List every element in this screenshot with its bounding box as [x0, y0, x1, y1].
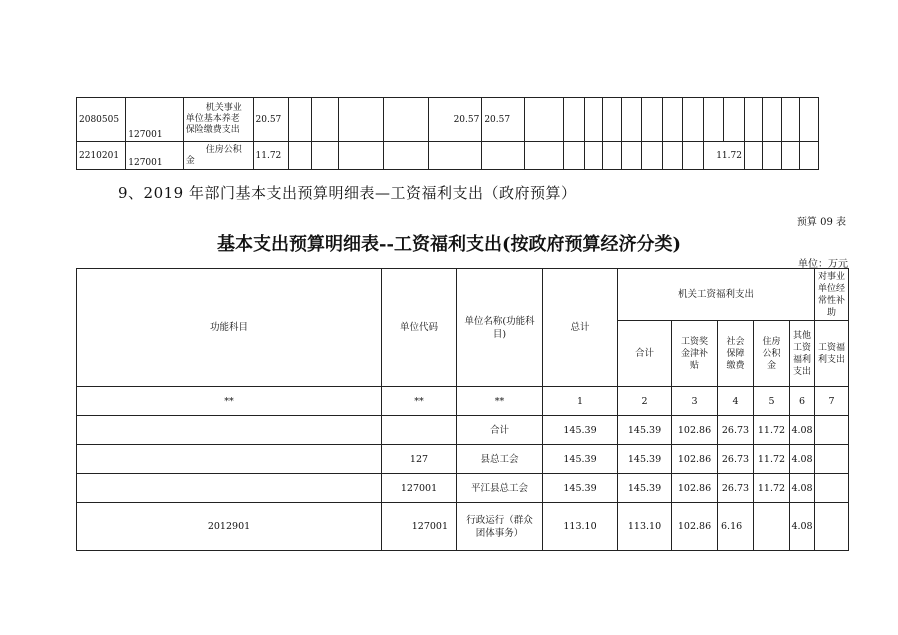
header-line: 助 [827, 307, 837, 318]
gzfl-cell [815, 445, 849, 474]
empty-cell [603, 142, 621, 170]
shbz-cell: 26.73 [718, 445, 754, 474]
name-line: 县总工会 [480, 453, 519, 465]
header-line: 对事业 [818, 271, 846, 282]
total-cell: 145.39 [543, 445, 618, 474]
empty-cell [642, 98, 663, 142]
name-line: 保险缴费支出 [185, 125, 240, 135]
table-row [77, 503, 849, 551]
table-row [77, 474, 849, 503]
gzfl-cell [815, 474, 849, 503]
empty-cell [338, 98, 383, 142]
name-line: 合计 [489, 424, 509, 436]
unit-name-cell [457, 503, 543, 551]
gzjj-cell: 102.86 [672, 416, 718, 445]
func-code-cell: 2210201 [77, 142, 126, 170]
index-cell: 3 [672, 387, 718, 416]
header-line: 社会 [726, 336, 745, 347]
total-cell: 20.57 [253, 98, 289, 142]
empty-cell [763, 142, 781, 170]
name-line: 团体事务） [475, 527, 524, 539]
header-org-group: 机关工资福利支出 [618, 269, 815, 321]
index-cell: ** [382, 387, 457, 416]
empty-cell [603, 98, 621, 142]
page-title: 基本支出预算明细表--工资福利支出(按政府预算经济分类) [217, 234, 681, 255]
func-cell [77, 416, 382, 445]
budget-detail-table [76, 268, 849, 551]
header-line: 福利 [793, 354, 812, 365]
name-line: 行政运行（群众 [466, 514, 533, 526]
index-cell: 5 [754, 387, 790, 416]
index-cell: ** [457, 387, 543, 416]
empty-cell [683, 98, 704, 142]
header-shbz [718, 321, 754, 387]
index-cell: 1 [543, 387, 618, 416]
total-cell: 145.39 [543, 474, 618, 503]
table-row [77, 142, 819, 170]
header-line: 工资福 [818, 342, 846, 353]
header-line: 支出 [793, 366, 812, 377]
empty-cell [724, 98, 745, 142]
gzjj-cell: 102.86 [672, 474, 718, 503]
unit-code-cell: 127001 [126, 98, 183, 142]
empty-cell [781, 142, 799, 170]
unit-code-cell: 127 [382, 445, 457, 474]
func-cell: 2012901 [77, 503, 382, 551]
header-zfgj [754, 321, 790, 387]
empty-cell [584, 142, 602, 170]
header-line: 单位经 [818, 283, 846, 294]
header-gzjj [672, 321, 718, 387]
empty-cell [289, 142, 312, 170]
unit-name-cell [183, 98, 253, 142]
empty-cell [763, 98, 781, 142]
header-line: 缴费 [726, 360, 745, 371]
heji-cell: 145.39 [618, 474, 672, 503]
name-line: 住房公积 [205, 144, 242, 155]
unit-name-cell [457, 474, 543, 503]
zfgj-cell [754, 503, 790, 551]
header-line: 工资 [793, 342, 812, 353]
qt-cell: 4.08 [790, 416, 815, 445]
index-cell: 4 [718, 387, 754, 416]
shbz-cell: 26.73 [718, 474, 754, 503]
table-row [77, 445, 849, 474]
header-line: 金津补 [680, 348, 708, 359]
empty-cell [289, 98, 312, 142]
gzjj-cell: 102.86 [672, 503, 718, 551]
header-line: 保障 [726, 348, 745, 359]
empty-cell [703, 98, 724, 142]
header-total: 总计 [543, 269, 618, 387]
empty-cell [662, 98, 683, 142]
header-unit-name: 单位名称(功能科目) [457, 269, 543, 387]
name-line: 机关事业 [205, 103, 242, 113]
index-cell: ** [77, 387, 382, 416]
unit-name-cell [183, 142, 253, 170]
shbz-cell: 26.73 [718, 416, 754, 445]
value-cell: 11.72 [703, 142, 744, 170]
empty-cell [584, 98, 602, 142]
header-row [77, 269, 849, 321]
header-line: 住房 [762, 336, 781, 347]
unit-name-cell [457, 416, 543, 445]
zfgj-cell: 11.72 [754, 445, 790, 474]
empty-cell [525, 98, 564, 142]
total-cell: 145.39 [543, 416, 618, 445]
func-code-cell: 2080505 [77, 98, 126, 142]
empty-cell [621, 98, 642, 142]
qt-cell: 4.08 [790, 503, 815, 551]
unit-code-cell [382, 416, 457, 445]
header-line: 利支出 [818, 354, 846, 365]
table-row [77, 416, 849, 445]
header-line: 公积 [762, 348, 781, 359]
empty-cell [683, 142, 704, 170]
empty-cell [383, 142, 428, 170]
table-row [77, 98, 819, 142]
unit-code-cell: 127001 [382, 503, 457, 551]
unit-code-cell: 127001 [382, 474, 457, 503]
header-line: 贴 [689, 360, 699, 371]
empty-cell [744, 98, 762, 142]
unit-label: 单位：万元 [798, 259, 848, 270]
empty-cell [781, 98, 799, 142]
func-cell [77, 474, 382, 503]
total-cell: 11.72 [253, 142, 289, 170]
shbz-cell: 6.16 [718, 503, 754, 551]
header-line: 其他 [793, 330, 812, 341]
section-heading: 9、2019 年部门基本支出预算明细表—工资福利支出（政府预算） [118, 184, 577, 202]
header-line: 工资奖 [680, 336, 708, 347]
empty-cell [621, 142, 642, 170]
empty-cell [800, 98, 819, 142]
empty-cell [338, 142, 383, 170]
header-qt [790, 321, 815, 387]
empty-cell [564, 142, 585, 170]
gzjj-cell: 102.86 [672, 445, 718, 474]
value-cell [428, 142, 481, 170]
header-gzfl [815, 321, 849, 387]
header-heji: 合计 [618, 321, 672, 387]
empty-cell [311, 98, 338, 142]
column-index-row [77, 387, 849, 416]
empty-cell [642, 142, 663, 170]
name-line: 金 [185, 155, 195, 166]
index-cell: 7 [815, 387, 849, 416]
heji-cell: 145.39 [618, 445, 672, 474]
name-line: 单位基本养老 [185, 114, 240, 124]
header-unit-code: 单位代码 [382, 269, 457, 387]
empty-cell [800, 142, 819, 170]
header-inst-group [815, 269, 849, 321]
heji-cell: 113.10 [618, 503, 672, 551]
table-number: 预算 09 表 [796, 217, 846, 228]
empty-cell [311, 142, 338, 170]
index-cell: 2 [618, 387, 672, 416]
zfgj-cell: 11.72 [754, 416, 790, 445]
name-line: 平江县总工会 [470, 482, 528, 494]
value-cell: 20.57 [482, 98, 525, 142]
empty-cell [564, 98, 585, 142]
empty-cell [744, 142, 762, 170]
empty-cell [525, 142, 564, 170]
unit-code-cell: 127001 [126, 142, 183, 170]
previous-table-continuation [76, 97, 819, 170]
header-line: 常性补 [818, 295, 846, 306]
gzfl-cell [815, 503, 849, 551]
index-cell: 6 [790, 387, 815, 416]
zfgj-cell: 11.72 [754, 474, 790, 503]
func-cell [77, 445, 382, 474]
unit-name-cell [457, 445, 543, 474]
header-func: 功能科目 [77, 269, 382, 387]
empty-cell [383, 98, 428, 142]
qt-cell: 4.08 [790, 445, 815, 474]
value-cell: 20.57 [428, 98, 481, 142]
header-line: 金 [766, 360, 776, 371]
qt-cell: 4.08 [790, 474, 815, 503]
gzfl-cell [815, 416, 849, 445]
value-cell [482, 142, 525, 170]
empty-cell [662, 142, 683, 170]
heji-cell: 145.39 [618, 416, 672, 445]
total-cell: 113.10 [543, 503, 618, 551]
